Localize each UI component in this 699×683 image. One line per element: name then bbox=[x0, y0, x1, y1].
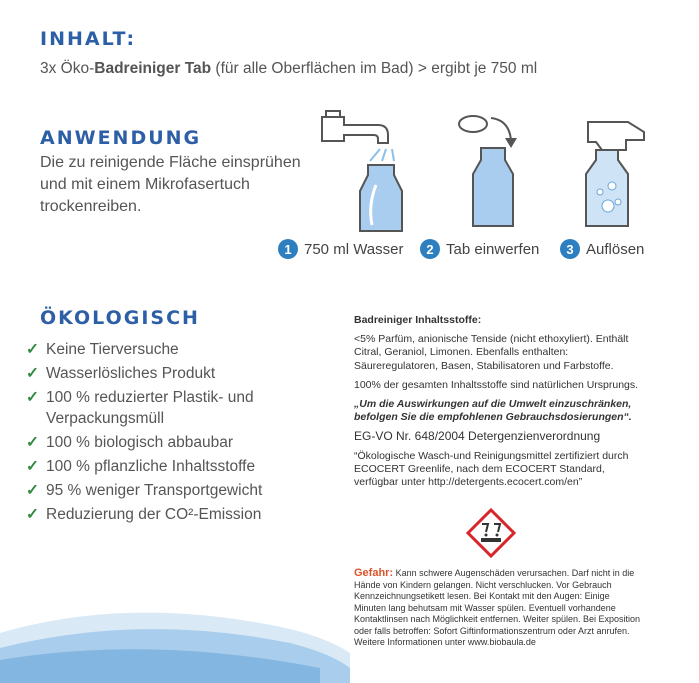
danger-label: Gefahr: bbox=[354, 567, 394, 579]
step-2 bbox=[420, 239, 539, 259]
ingredients-panel bbox=[354, 314, 650, 495]
list-item: ✓ Wasserlösliches Produkt bbox=[26, 365, 216, 382]
list-item: ✓ 100 % biologisch abbaubar bbox=[26, 434, 233, 451]
inhalt-heading: INHALT: bbox=[40, 28, 137, 50]
ingredients-natural: 100% der gesamten Inhaltsstoffe sind natürlichen Ursprungs. bbox=[354, 378, 639, 391]
anwendung-text: Die zu reinigende Fläche einsprühen und mit einem Mikrofasertuch trockenreiben. bbox=[40, 154, 301, 215]
check-icon: ✓ bbox=[26, 506, 39, 523]
oekologisch-heading: ÖKOLOGISCH bbox=[40, 307, 200, 329]
list-item: ✓ 100 % pflanzliche Inhaltsstoffe bbox=[26, 458, 256, 475]
check-icon: ✓ bbox=[26, 482, 39, 499]
list-item: ✓ Keine Tierversuche bbox=[26, 341, 179, 358]
step-2-label: Tab einwerfen bbox=[446, 240, 540, 258]
inhalt-product: Badreiniger Tab bbox=[94, 60, 212, 77]
step-3-label: Auflösen bbox=[586, 240, 645, 258]
step-1-number: 1 bbox=[278, 239, 298, 259]
spray-bottle-icon bbox=[570, 112, 660, 234]
list-item: ✓ 100 % reduzierter Plastik- und Verpackungsmüll bbox=[26, 389, 254, 427]
step-3 bbox=[560, 239, 644, 259]
step-2-number: 2 bbox=[420, 239, 440, 259]
step-3-number: 3 bbox=[560, 239, 580, 259]
inhalt-suffix: (für alle Oberflächen im Bad) > ergibt je 750 ml bbox=[211, 60, 538, 77]
list-item: ✓ 95 % weniger Transportgewicht bbox=[26, 482, 263, 499]
check-icon: ✓ bbox=[26, 341, 39, 358]
faucet-bottle-icon bbox=[300, 105, 410, 235]
inhalt-description bbox=[40, 60, 537, 78]
inhalt-prefix: 3x Öko- bbox=[40, 60, 95, 77]
ingredients-title: Badreiniger Inhaltsstoffe: bbox=[354, 314, 482, 326]
ingredients-regulation: EG-VO Nr. 648/2004 Detergenzienverordnung bbox=[354, 429, 601, 444]
wave-decoration bbox=[0, 598, 699, 683]
ingredients-text: <5% Parfüm, anionische Tenside (nicht ethoxyliert). Enthält Citral, Geraniol, Limonen. Ebenfalls enthalten: Säureregulatoren, Basen, Stabilisatoren und Farbstoffe. bbox=[354, 333, 629, 372]
check-icon: ✓ bbox=[26, 389, 39, 406]
tab-bottle-icon bbox=[455, 108, 530, 233]
ingredients-certification: “Ökologische Wasch-und Reinigungsmittel zertifiziert durch ECOCERT Greenlife, nach dem ECOCERT Standard, verfügbar unter http://detergents.ecocert.com/en” bbox=[354, 449, 629, 489]
list-item: ✓ Reduzierung der CO²-Emission bbox=[26, 506, 262, 523]
check-icon: ✓ bbox=[26, 434, 39, 451]
step-1-label: 750 ml Wasser bbox=[304, 240, 404, 258]
oekologisch-list bbox=[26, 339, 306, 528]
step-1 bbox=[278, 239, 403, 259]
check-icon: ✓ bbox=[26, 458, 39, 475]
more-info: Weitere Informationen unter www.biobaula.de bbox=[354, 637, 536, 647]
anwendung-heading: ANWENDUNG bbox=[40, 127, 202, 149]
ingredients-warning: „Um die Auswirkungen auf die Umwelt einzuschränken, befolgen Sie die empfohlenen Gebrauchsdosierungen“. bbox=[354, 398, 632, 424]
danger-description: Kann schwere Augenschäden verursachen. Darf nicht in die Hände von Kindern gelangen. Nicht verschlucken. Vor Gebrauch Kennzeichnungsetikett lesen. Bei Kontakt mit den Augen: Einige Minuten lang behutsam mit Wasser spülen. Eventuell vorhandene Kontaktlinsen nach Möglichkeit entfernen. Weiter spülen. Bei Exposition oder falls betroffen: Sofort Giftinformationszentrum oder Arzt anrufen. bbox=[354, 568, 640, 636]
check-icon: ✓ bbox=[26, 365, 39, 382]
ghs-corrosive-icon bbox=[466, 508, 516, 558]
